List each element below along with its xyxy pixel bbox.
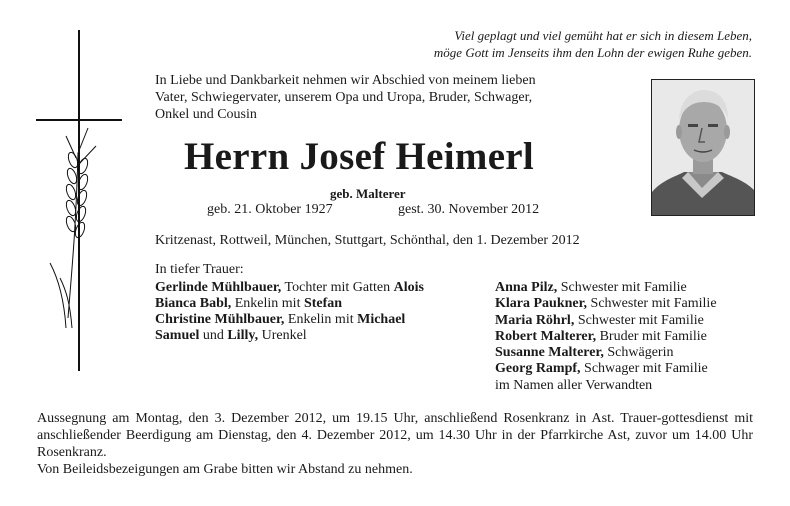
- list-item: Klara Paukner, Schwester mit Familie: [495, 296, 717, 312]
- cross-with-wheat-icon: [36, 28, 126, 373]
- quote-line-1: Viel geplagt und viel gemüht hat er sich in diesem Leben,: [454, 28, 752, 43]
- list-item: Bianca Babl, Enkelin mit Stefan: [155, 296, 343, 311]
- funeral-notice: [37, 410, 753, 478]
- birth-name: geb. Malterer: [330, 186, 406, 201]
- death-date: gest. 30. November 2012: [398, 202, 540, 217]
- intro-line-1: In Liebe und Dankbarkeit nehmen wir Abschied von meinem lieben: [155, 73, 536, 88]
- list-item: Maria Röhrl, Schwester mit Familie: [495, 312, 704, 328]
- list-item: Gerlinde Mühlbauer, Tochter mit Gatten Alois: [155, 280, 424, 295]
- list-item: Anna Pilz, Schwester mit Familie: [495, 280, 687, 295]
- place-and-date: Kritzenast, Rottweil, München, Stuttgart, Schönthal, den 1. Dezember 2012: [155, 233, 580, 248]
- birth-date: geb. 21. Oktober 1927: [207, 202, 333, 217]
- list-item: Georg Rampf, Schwager mit Familie: [495, 361, 708, 377]
- portrait-photo: [651, 79, 755, 216]
- mourners-left-column: [155, 280, 485, 344]
- quote-line-2: möge Gott im Jenseits ihm den Lohn der ewigen Ruhe geben.: [433, 44, 752, 60]
- intro-line-3: Onkel und Cousin: [155, 107, 257, 122]
- deceased-name: Herrn Josef Heimerl: [184, 135, 535, 178]
- mourners-label: In tiefer Trauer:: [155, 262, 244, 277]
- list-item: im Namen aller Verwandten: [495, 377, 653, 393]
- list-item: Susanne Malterer, Schwägerin: [495, 345, 674, 361]
- intro-line-2: Vater, Schwiegervater, unserem Opa und Uropa, Bruder, Schwager,: [155, 90, 533, 105]
- epitaph-quote: [322, 28, 752, 61]
- condolence-note: Von Beileidsbezeigungen am Grabe bitten wir Abstand zu nehmen.: [37, 462, 413, 477]
- funeral-details: Aussegnung am Montag, den 3. Dezember 2012, um 19.15 Uhr, anschließend Rosenkranz in Ast. Trauer-gottesdienst mit anschließender Beerdigung am Dienstag, den 4. Dezember 2012, um 14.30 Uhr in der Pfarrkirche Ast, zuvor um 14.00 Uhr Rosenkranz.: [37, 411, 753, 460]
- mourners-right-column: [495, 280, 765, 394]
- list-item: Samuel und Lilly, Urenkel: [155, 328, 307, 343]
- intro-text: [155, 72, 635, 123]
- list-item: Christine Mühlbauer, Enkelin mit Michael: [155, 312, 406, 327]
- list-item: Robert Malterer, Bruder mit Familie: [495, 328, 707, 344]
